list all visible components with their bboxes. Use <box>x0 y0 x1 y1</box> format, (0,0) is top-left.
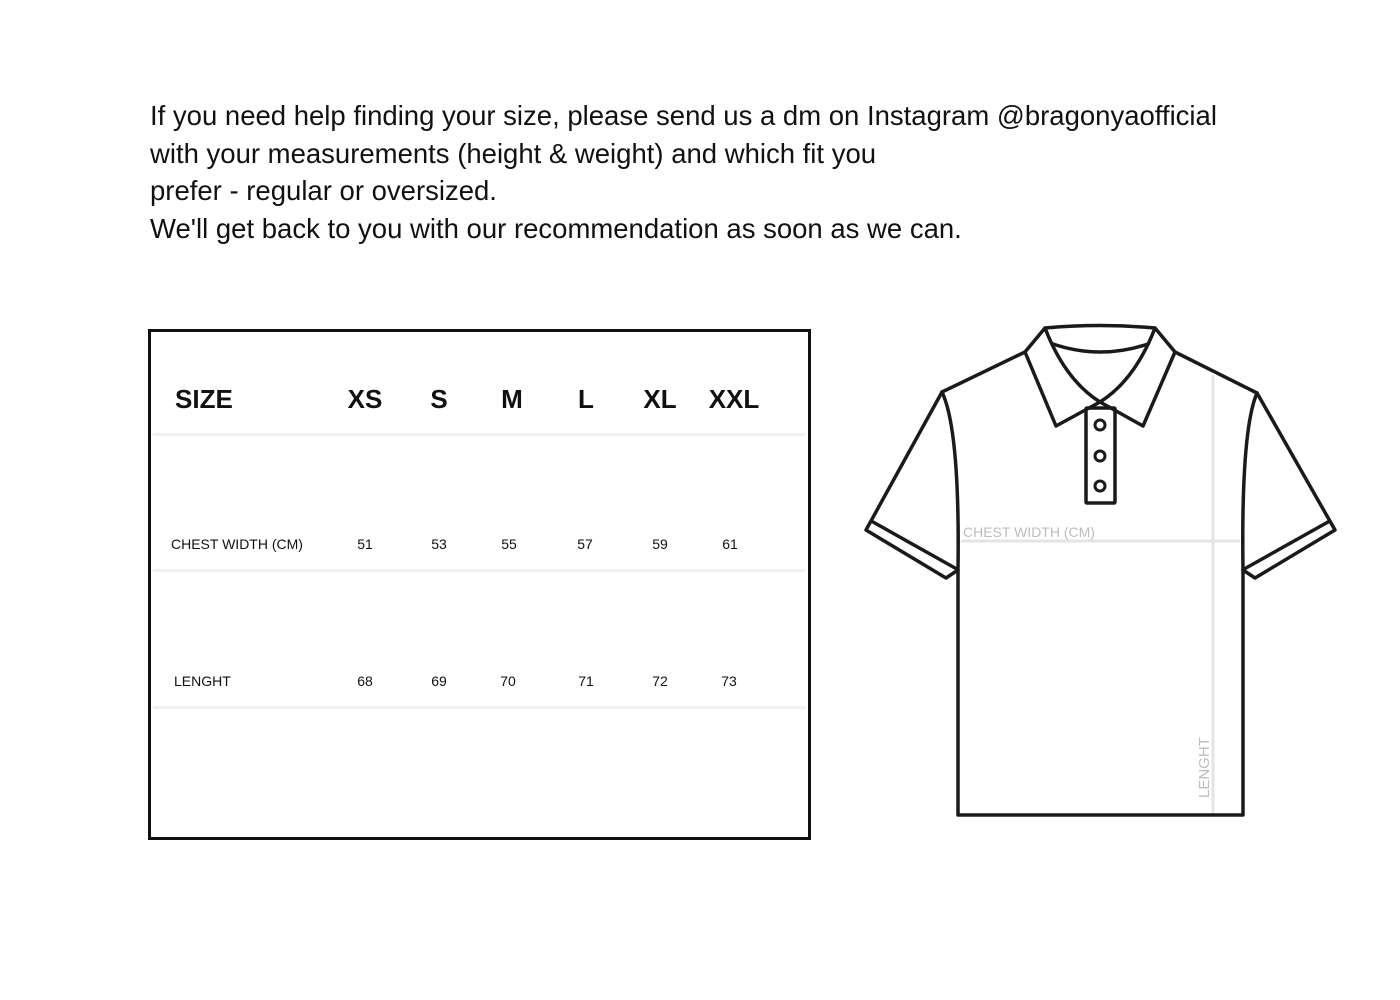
placket <box>1086 408 1115 503</box>
table-cell: 53 <box>431 536 447 552</box>
table-cell: 61 <box>722 536 738 552</box>
length-label: LENGHT <box>1196 737 1213 798</box>
header-size: SIZE <box>175 384 233 414</box>
button-icon <box>1095 420 1105 430</box>
intro-line: prefer - regular or oversized. <box>150 175 497 207</box>
intro-text <box>150 97 1217 247</box>
header-s: S <box>430 384 448 414</box>
neck-line <box>1045 328 1155 402</box>
table-cell: 71 <box>578 673 594 689</box>
row-label-chest: CHEST WIDTH (CM) <box>171 536 303 552</box>
divider <box>153 706 806 709</box>
row-label-length: LENGHT <box>174 673 231 689</box>
divider <box>153 433 806 436</box>
divider <box>153 569 806 572</box>
table-cell: 59 <box>652 536 668 552</box>
button-icon <box>1095 481 1105 491</box>
intro-line: We'll get back to you with our recommendation as soon as we can. <box>150 212 962 244</box>
table-cell: 51 <box>357 536 373 552</box>
table-cell: 69 <box>431 673 447 689</box>
right-cuff <box>1246 522 1328 568</box>
header-xl: XL <box>643 384 677 414</box>
table-cell: 68 <box>357 673 373 689</box>
header-xxl: XXL <box>708 384 760 414</box>
table-cell: 57 <box>577 536 593 552</box>
header-l: L <box>578 384 594 414</box>
intro-line: If you need help finding your size, please send us a dm on Instagram @bragonyaofficial <box>150 100 1217 131</box>
header-xs: XS <box>347 384 383 414</box>
table-cell: 72 <box>652 673 668 689</box>
table-cell: 73 <box>721 673 737 689</box>
size-table <box>148 329 811 840</box>
table-cell: 70 <box>500 673 516 689</box>
collar <box>1025 326 1175 353</box>
collar-band <box>1053 344 1148 352</box>
intro-line: with your measurements (height & weight) and which fit you <box>150 137 877 169</box>
left-sleeve <box>866 392 958 578</box>
header-m: M <box>501 384 523 414</box>
left-cuff <box>873 522 955 568</box>
table-cell: 55 <box>501 536 517 552</box>
right-sleeve <box>1243 393 1335 578</box>
chest-label: CHEST WIDTH (CM) <box>963 524 1095 540</box>
button-icon <box>1095 451 1105 461</box>
polo-shirt-diagram <box>860 320 1340 820</box>
